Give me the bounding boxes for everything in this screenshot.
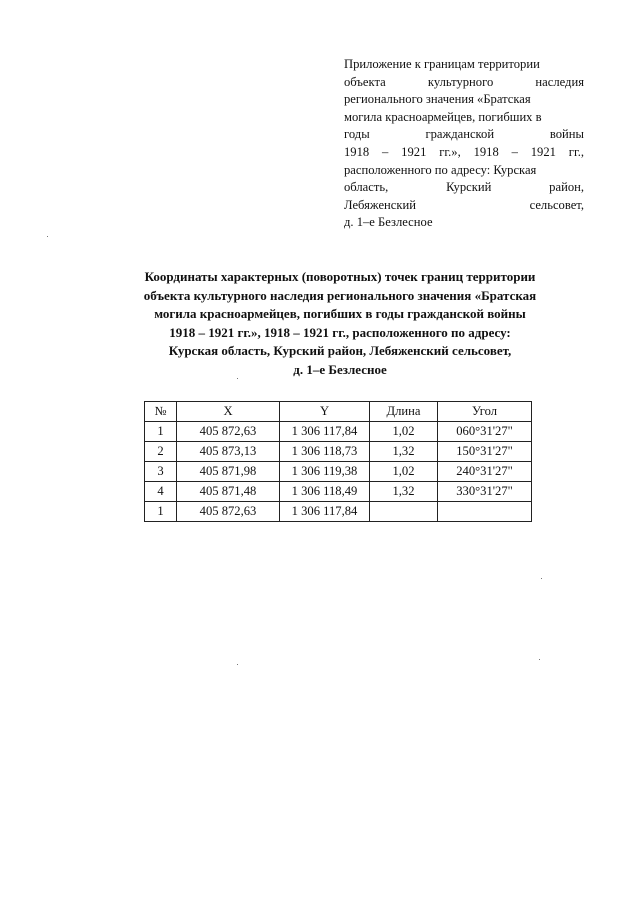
appendix-line: область, Курский район, [344, 180, 584, 195]
title-line: 1918 – 1921 гг.», 1918 – 1921 гг., расположенного по адресу: [169, 324, 511, 340]
table-row [145, 442, 532, 462]
appendix-line: годы гражданской войны [344, 127, 584, 142]
cell-number: 4 [145, 482, 177, 502]
cell-x: 405 873,13 [177, 442, 280, 462]
cell-angle: 150°31'27" [438, 442, 532, 462]
table-header-row [145, 402, 532, 422]
cell-length: 1,02 [370, 462, 438, 482]
appendix-note [344, 56, 584, 232]
table-row [145, 502, 532, 522]
cell-angle: 330°31'27" [438, 482, 532, 502]
table-row [145, 482, 532, 502]
scan-speck [237, 664, 238, 665]
cell-length: 1,32 [370, 482, 438, 502]
cell-y: 1 306 118,73 [280, 442, 370, 462]
header-number: № [145, 402, 177, 422]
appendix-line: расположенного по адресу: Курская [344, 162, 537, 177]
cell-number: 2 [145, 442, 177, 462]
appendix-line: Приложение к границам территории [344, 57, 540, 71]
cell-y: 1 306 117,84 [280, 502, 370, 522]
cell-length: 1,02 [370, 422, 438, 442]
scan-speck [539, 659, 540, 660]
table-row [145, 422, 532, 442]
cell-number: 1 [145, 502, 177, 522]
title-line: д. 1–е Безлесное [293, 361, 387, 377]
header-length: Длина [370, 402, 438, 422]
cell-number: 1 [145, 422, 177, 442]
appendix-line: Лебяженский сельсовет, [344, 197, 584, 212]
table-row [145, 462, 532, 482]
cell-y: 1 306 117,84 [280, 422, 370, 442]
appendix-line: объекта культурного наследия [344, 74, 584, 89]
appendix-line: д. 1–е Безлесное [344, 215, 433, 230]
coordinates-table [144, 401, 532, 522]
title-line: объекта культурного наследия регионального значения «Братская [143, 287, 537, 303]
appendix-line: 1918 – 1921 гг.», 1918 – 1921 гг., [344, 144, 584, 159]
title-line: Курская область, Курский район, Лебяженский сельсовет, [168, 343, 512, 359]
header-angle: Угол [438, 402, 532, 422]
title-line: могила красноармейцев, погибших в годы гражданской войны [154, 306, 526, 322]
cell-x: 405 871,98 [177, 462, 280, 482]
cell-x: 405 872,63 [177, 502, 280, 522]
cell-angle [438, 502, 532, 522]
cell-length [370, 502, 438, 522]
appendix-line: могила красноармейцев, погибших в [344, 109, 542, 124]
cell-angle: 240°31'27" [438, 462, 532, 482]
scan-speck [237, 378, 238, 379]
cell-x: 405 872,63 [177, 422, 280, 442]
appendix-line: регионального значения «Братская [344, 92, 531, 107]
scan-speck [47, 236, 48, 237]
header-x: X [177, 402, 280, 422]
cell-angle: 060°31'27" [438, 422, 532, 442]
header-y: Y [280, 402, 370, 422]
cell-length: 1,32 [370, 442, 438, 462]
cell-x: 405 871,48 [177, 482, 280, 502]
scan-speck [541, 578, 542, 579]
document-title [100, 268, 580, 380]
cell-y: 1 306 119,38 [280, 462, 370, 482]
cell-number: 3 [145, 462, 177, 482]
title-line: Координаты характерных (поворотных) точек границ территории [144, 269, 536, 284]
cell-y: 1 306 118,49 [280, 482, 370, 502]
